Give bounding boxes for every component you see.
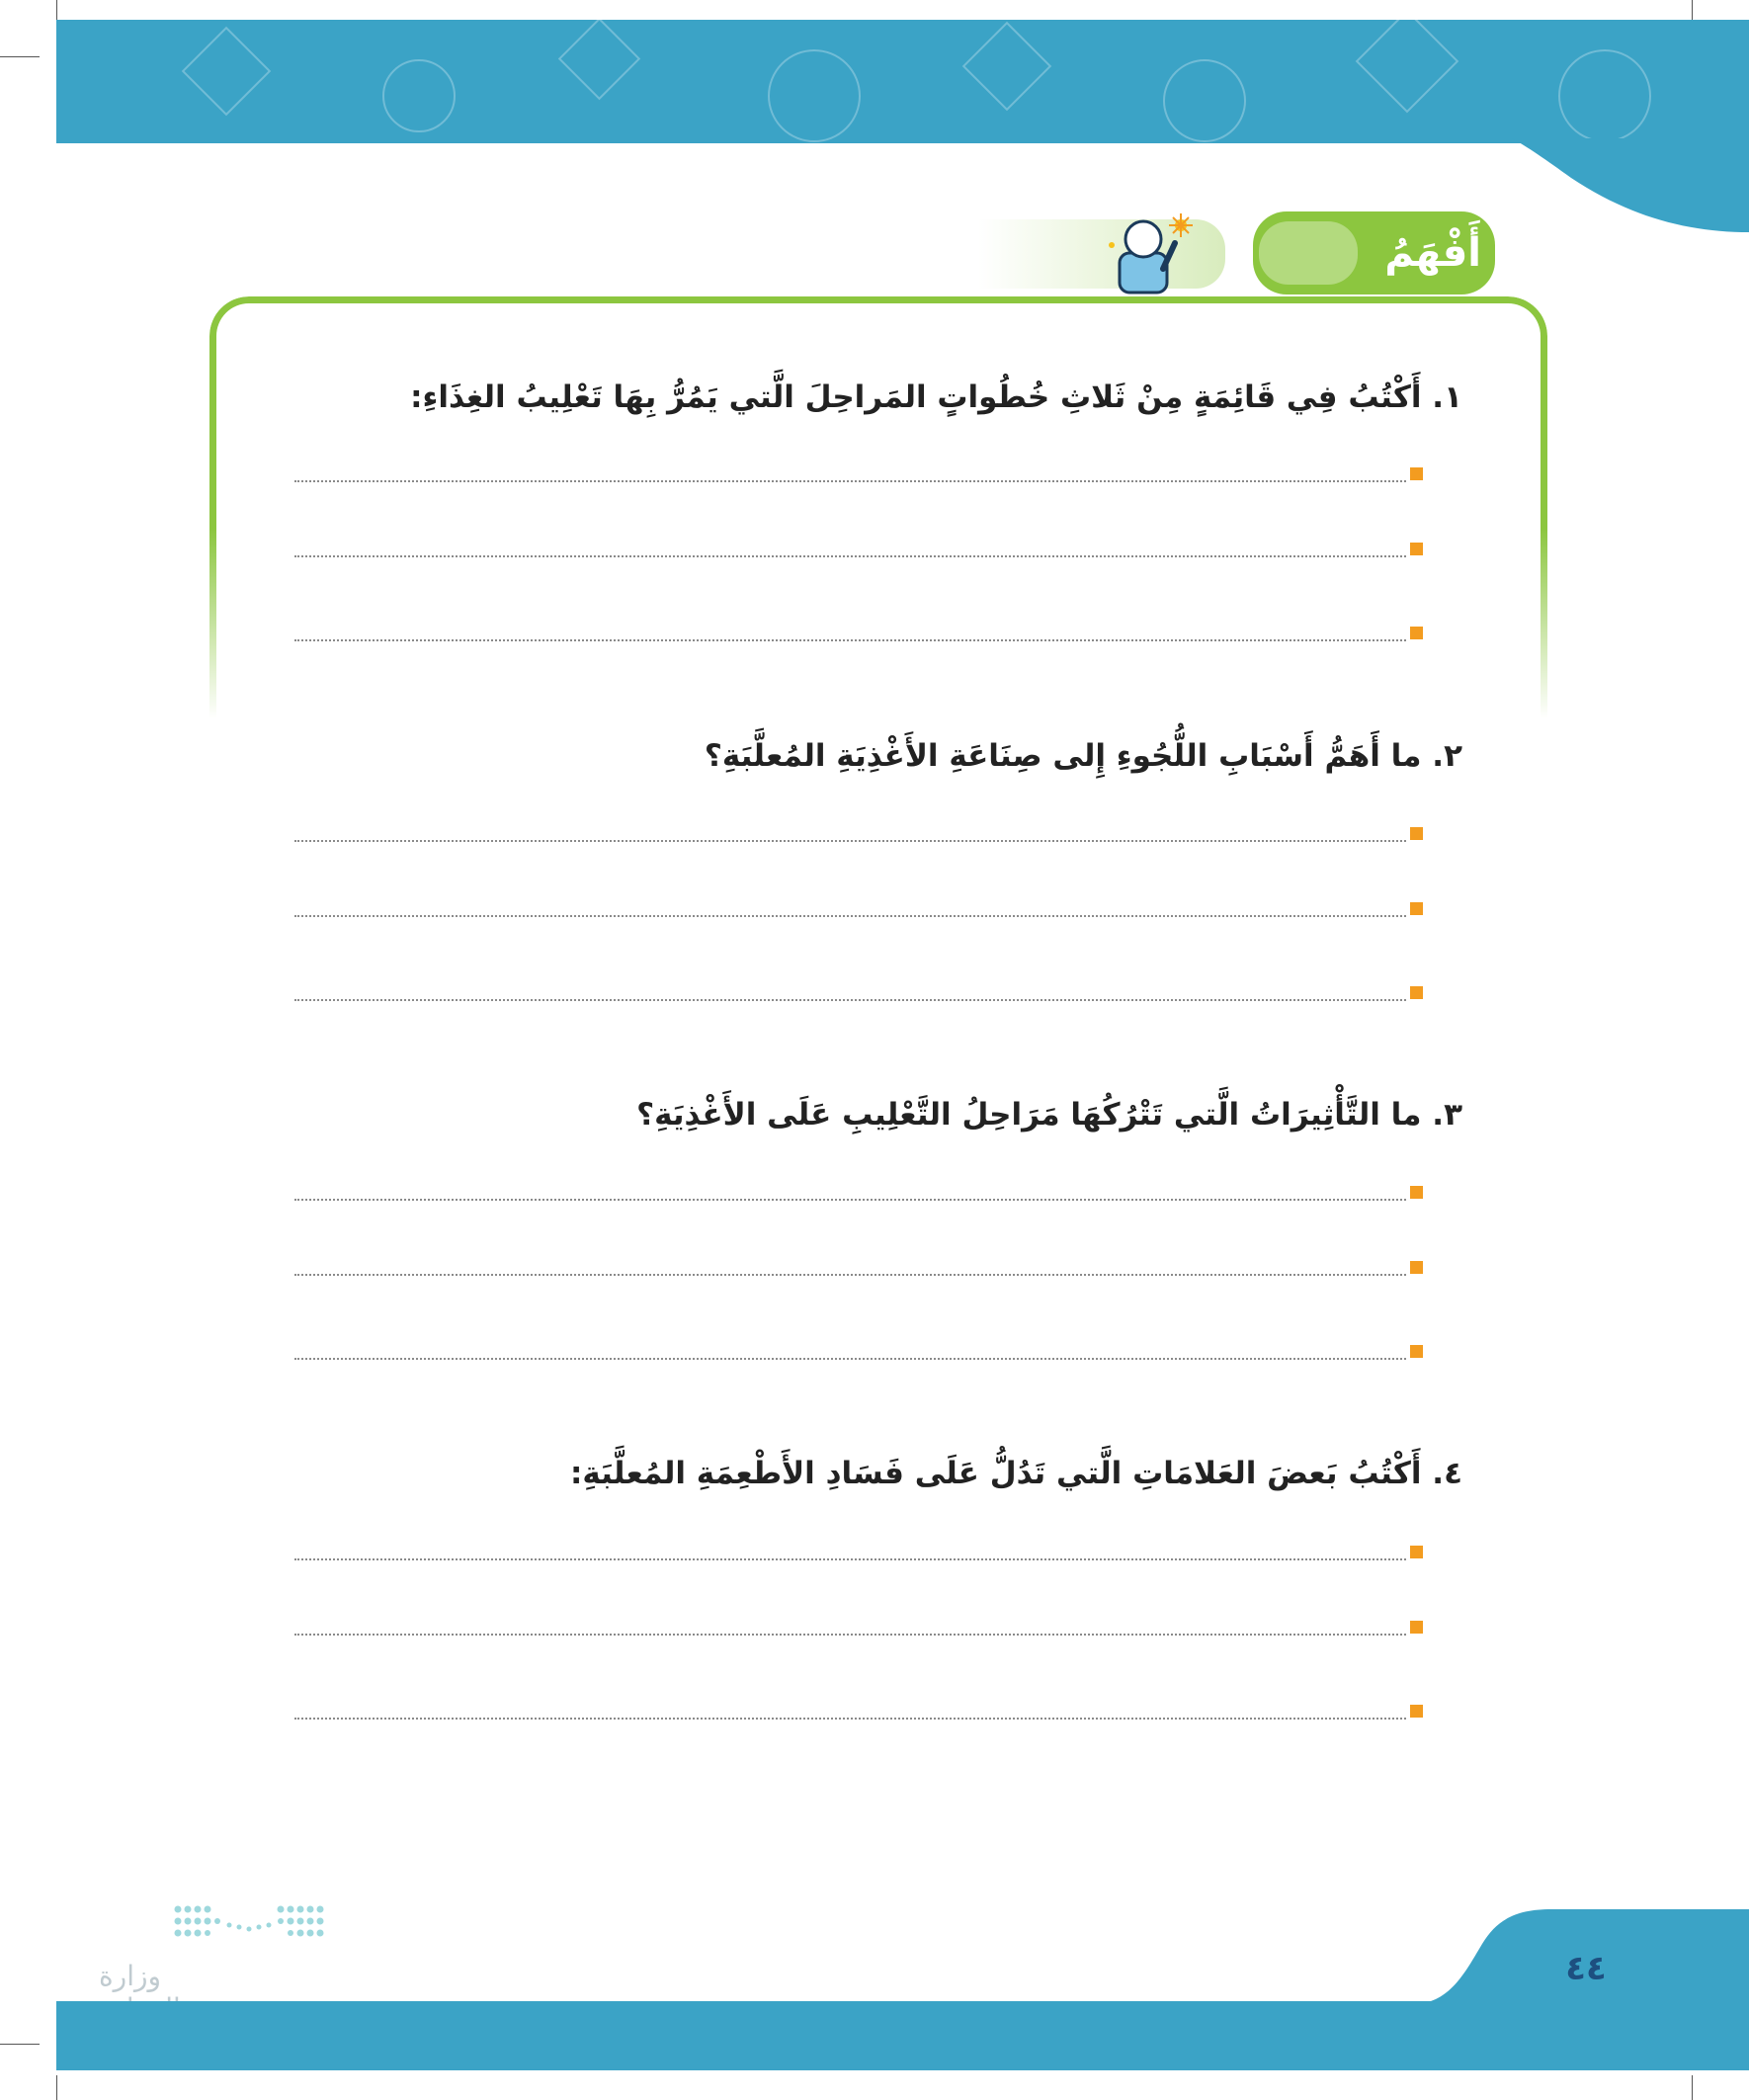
answer-bullet bbox=[1410, 1345, 1423, 1358]
answer-line[interactable] bbox=[294, 1358, 1406, 1360]
answer-line[interactable] bbox=[294, 1274, 1406, 1276]
answer-bullet bbox=[1410, 827, 1423, 840]
crop-mark bbox=[0, 2044, 40, 2045]
question-2 bbox=[227, 738, 1462, 774]
banner-pattern bbox=[1163, 59, 1246, 142]
crop-mark bbox=[1692, 0, 1693, 20]
answer-bullet bbox=[1410, 1621, 1423, 1634]
crop-mark bbox=[56, 0, 57, 20]
answer-bullet bbox=[1410, 902, 1423, 915]
thinking-student-icon bbox=[1102, 210, 1201, 298]
banner-pattern bbox=[382, 59, 456, 132]
question-number: ٤. bbox=[1432, 1456, 1462, 1491]
answer-bullet bbox=[1410, 467, 1423, 480]
section-title: أَفْهَمُ وأُجِيبُ bbox=[1356, 230, 1481, 359]
question-number: ٣. bbox=[1432, 1097, 1462, 1133]
answer-bullet bbox=[1410, 1261, 1423, 1274]
question-1 bbox=[227, 379, 1462, 415]
banner-pattern bbox=[768, 49, 861, 142]
question-number: ٢. bbox=[1432, 738, 1462, 774]
banner-pattern bbox=[182, 27, 272, 117]
answer-line[interactable] bbox=[294, 840, 1406, 842]
banner-pattern bbox=[1356, 10, 1459, 114]
ministry-logo-icon bbox=[170, 1897, 328, 1947]
question-text: أَكْتُبُ فِي قَائِمَةٍ مِنْ ثَلاثِ خُطُواتٍ المَراحِلَ الَّتي يَمُرُّ بِهَا تَعْلِيبُ الغِذَاءِ: bbox=[410, 379, 1422, 415]
answer-bullet bbox=[1410, 543, 1423, 555]
banner-pattern bbox=[558, 18, 640, 100]
answer-line[interactable] bbox=[294, 915, 1406, 917]
answer-line[interactable] bbox=[294, 1634, 1406, 1636]
question-number: ١. bbox=[1432, 379, 1462, 415]
answer-line[interactable] bbox=[294, 555, 1406, 557]
question-text: ما التَّأْثِيرَاتُ الَّتي تَتْرُكُهَا مَرَاحِلُ التَّعْلِيبِ عَلَى الأَغْذِيَةِ؟ bbox=[636, 1097, 1422, 1133]
crop-mark bbox=[1692, 2075, 1693, 2100]
bottom-banner bbox=[56, 2001, 1749, 2070]
banner-pattern bbox=[962, 22, 1052, 112]
ministry-name: وزارة bbox=[99, 1960, 162, 1992]
question-text: ما أَهَمُّ أَسْبَابِ اللُّجُوءِ إِلى صِنَاعَةِ الأَغْذِيَةِ المُعلَّبَةِ؟ bbox=[704, 738, 1422, 774]
question-text: أَكْتُبُ بَعضَ العَلامَاتِ الَّتي تَدُلُّ عَلَى فَسَادِ الأَطْعِمَةِ المُعلَّبَةِ: bbox=[569, 1456, 1422, 1491]
question-4 bbox=[227, 1456, 1462, 1491]
crop-mark bbox=[56, 2075, 57, 2100]
crop-mark bbox=[0, 56, 40, 57]
section-header bbox=[1253, 211, 1495, 359]
answer-line[interactable] bbox=[294, 999, 1406, 1001]
top-banner bbox=[56, 20, 1749, 143]
answer-bullet bbox=[1410, 1705, 1423, 1718]
answer-bullet bbox=[1410, 1186, 1423, 1199]
answer-bullet bbox=[1410, 1546, 1423, 1558]
page-number: ٤٤ bbox=[1565, 1949, 1607, 1988]
answer-line[interactable] bbox=[294, 1558, 1406, 1560]
answer-line[interactable] bbox=[294, 1718, 1406, 1720]
answer-bullet bbox=[1410, 627, 1423, 639]
answer-line[interactable] bbox=[294, 639, 1406, 641]
question-3 bbox=[227, 1097, 1462, 1133]
answer-line[interactable] bbox=[294, 480, 1406, 482]
banner-pattern bbox=[1558, 49, 1651, 142]
answer-bullet bbox=[1410, 986, 1423, 999]
question-frame bbox=[209, 296, 1547, 718]
answer-line[interactable] bbox=[294, 1199, 1406, 1201]
banner-curve bbox=[1512, 138, 1749, 237]
